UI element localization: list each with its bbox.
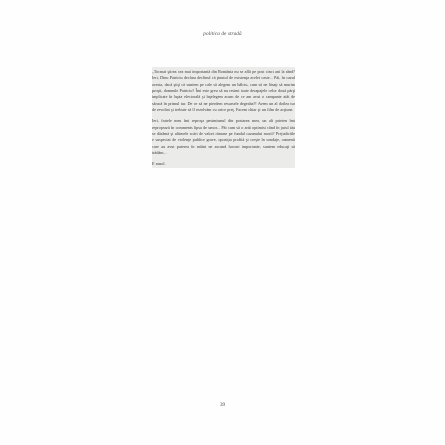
paragraph-3: E nasol. xyxy=(152,161,166,167)
running-header: politica de stradă xyxy=(203,31,242,37)
page-number: 39 xyxy=(220,403,225,408)
quoted-text-block xyxy=(152,67,295,168)
paragraph-2: Ieri, fratele meu îmi reproşa pesimismul din postarea mea, un alt prieten îmi reproşează în comments lipsa de umor... Păi cum să o arăt optimist când în jurul tău se dărâmă şi ultimele scări de valori rămase pe fundul cazanului morii? Prejudiciile e suspectat de violenţe publice grave, opoziţia profită şi creşte în sondaje, oamenii care au avut puterea în mâini ne ascund lucruri importante, suntem educaţi să trădăm... xyxy=(152,118,295,156)
paragraph-1: „Tocmai ştirea cea mai importantă din România nu se află pe post cinci ani la rând? Ieri, Dinu Patriciu declara declinul că ţinutul de existenţa acelei caste... Păi, în cazul acesta, dacă ştiţi că suntem pe cale să alegem un bâlciu, cum să ne lăsaţi să murim proşti, domnule Patriciu? Îmi este greu să nu resimt toate derapajele celor două părţi implicate în lupta electorală şi înţelegem acum de ce am avut o campanie atât de săracă în primul tur. De ce să ne pierdem resursele degeaba?! Avem un al doilea tur de revoltat şi trebuie să îl rezolvăm cu orice preţ. Facem chiar şi un film de acţiune. xyxy=(152,69,295,113)
